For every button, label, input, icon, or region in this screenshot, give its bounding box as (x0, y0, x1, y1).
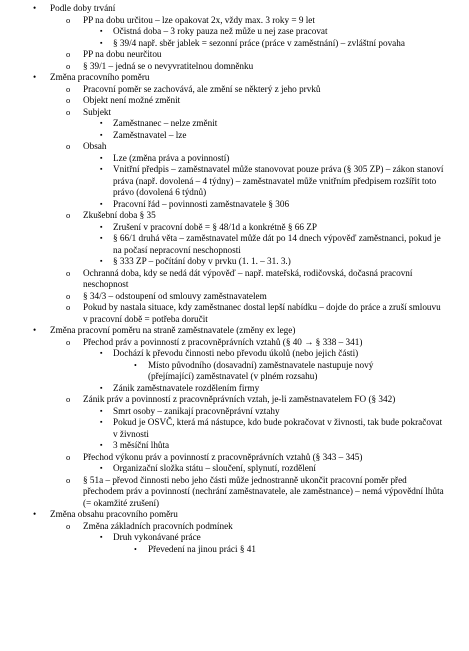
bullet-icon: o (66, 83, 71, 94)
outline-item-level-3 (0, 118, 445, 130)
outline-item-text: Druh vykonávané práce (113, 532, 201, 542)
bullet-icon: ▪ (100, 119, 103, 127)
outline-item-text: § 34/3 – odstoupení od smlouvy zaměstnavatelem (83, 290, 267, 301)
outline-item-text: Organizační složka státu – sloučení, splynutí, rozdělení (113, 463, 316, 473)
outline-item-text: Přechod výkonu práv a povinností z pracovněprávních vztahů (§ 343 – 345) (83, 451, 363, 462)
outline-item-level-3 (0, 26, 445, 38)
outline-item-level-3 (0, 256, 445, 268)
outline-item-text: Vnitřní předpis – zaměstnavatel může stanovovat pouze práva (§ 305 ZP) – zákon stanoví práva (např. dovolená – 4 týdny) – zaměstnavatel může vnitřním předpisem rozšířit toto právo (dovolená 6 týdnů) (113, 164, 444, 197)
outline-item-level-3 (0, 130, 445, 142)
outline-item-level-1 (0, 72, 445, 84)
outline-item-text: Pokud by nastala situace, kdy zaměstnanec dostal lepší nabídku – dojde do práce a zruší smlouvu v pracovní době = potřeba doručit (83, 302, 441, 324)
outline-item-text: § 39/1 – jedná se o nevyvratitelnou domněnku (83, 60, 254, 71)
outline-item-level-3 (0, 440, 445, 452)
bullet-icon: o (66, 14, 71, 25)
outline-item-text: Zánik práv a povinností z pracovněprávních vztah, je-li zaměstnavatelem FO (§ 342) (83, 394, 396, 404)
outline-item-text: § 39/4 např. sběr jablek = sezonní práce (práce v zaměstnání) – zvláštní povaha (113, 37, 405, 48)
outline-item-text: Místo původního (dosavadní) zaměstnavatele nastupuje nový (přejímající) zaměstnavatel (v plném rozsahu) (148, 359, 374, 381)
outline-item-text: Očistná doba – 3 roky pauza než může u nej zase pracovat (113, 26, 328, 36)
outline-item-level-3 (0, 383, 445, 395)
outline-item-level-2 (0, 394, 445, 406)
outline-item-level-4 (0, 544, 416, 556)
outline-item-text: Změna pracovní poměru na straně zaměstnavatele (změny ex lege) (50, 325, 296, 335)
outline-item-text: Pracovní řád – povinnosti zaměstnavatele § 306 (113, 198, 290, 209)
outline-item-level-3 (0, 153, 445, 165)
outline-item-level-2 (0, 141, 445, 153)
bullet-icon: ▪ (100, 199, 103, 208)
outline-item-text: PP na dobu neurčitou (83, 49, 162, 59)
bullet-icon: o (66, 394, 71, 404)
outline-item-text: Smrt osoby – zanikají pracovněprávní vztahy (113, 405, 280, 416)
outline-item-level-2 (0, 210, 445, 222)
bullet-icon: ▪ (100, 533, 103, 541)
outline-item-level-2 (0, 15, 445, 27)
outline-item-text: Změna pracovního poměru (50, 72, 150, 82)
outline-item-text: Pokud je OSVČ, která má nástupce, kdo bude pokračovat v živnosti, tak bude pokračovat v živnosti (113, 417, 443, 439)
bullet-icon: o (66, 106, 71, 117)
bullet-icon: o (66, 520, 71, 531)
outline-item-level-3 (0, 38, 445, 50)
outline-item-level-3 (0, 233, 445, 256)
bullet-icon: ▪ (100, 349, 103, 357)
bullet-icon: o (66, 49, 71, 59)
outline-item-text: Subjekt (83, 106, 112, 117)
outline-item-text: Změna základních pracovních podmínek (83, 520, 233, 531)
bullet-icon: ▪ (100, 406, 103, 415)
outline-item-text: § 66/1 druhá věta – zaměstnavatel může dát po 14 dnech výpověď zaměstnanci, pokud je na počasí nepracovní neschopnosti (113, 233, 441, 255)
outline-item-level-2 (0, 302, 445, 325)
outline-item-text: Objekt není možné změnit (83, 95, 181, 105)
outline-item-level-2 (0, 268, 445, 291)
bullet-icon: • (33, 509, 37, 519)
outline-item-text: 3 měsíční lhůta (113, 440, 170, 450)
outline-item-level-3 (0, 164, 445, 199)
outline-item-text: PP na dobu určitou – lze opakovat 2x, vždy max. 3 roky = 9 let (83, 14, 315, 25)
outline-item-level-2 (0, 84, 445, 96)
bullet-icon: ▪ (100, 222, 103, 231)
outline-item-level-1 (0, 509, 445, 521)
outline-item-level-1 (0, 325, 445, 337)
outline-item-level-2 (0, 337, 445, 349)
outline-item-level-3 (0, 406, 445, 418)
document-outline (0, 3, 469, 555)
outline-item-level-2 (0, 107, 445, 119)
outline-item-text: Lze (změna práva a povinností) (113, 152, 230, 163)
outline-item-level-2 (0, 521, 445, 533)
outline-item-level-4 (0, 360, 416, 383)
bullet-icon: • (134, 360, 137, 370)
bullet-icon: o (66, 210, 71, 220)
outline-item-level-3 (0, 348, 445, 360)
outline-item-text: Zaměstnanec – nelze změnit (113, 118, 218, 128)
bullet-icon: ▪ (100, 441, 103, 449)
outline-item-text: Zaměstnavatel – lze (113, 129, 187, 140)
outline-item-level-2 (0, 61, 445, 73)
bullet-icon: ▪ (100, 153, 103, 162)
outline-item-text: Pracovní poměr se zachovává, ale změní se některý z jeho prvků (83, 83, 321, 94)
outline-item-level-3 (0, 463, 445, 475)
bullet-icon: o (66, 302, 71, 312)
outline-item-level-2 (0, 49, 445, 61)
bullet-icon: ▪ (100, 165, 103, 173)
outline-item-text: Zrušení v pracovní době = § 48/1d a konkrétně § 66 ZP (113, 221, 317, 232)
bullet-icon: • (33, 3, 37, 13)
bullet-icon: o (66, 336, 71, 347)
outline-item-text: Podle doby trvání (50, 3, 116, 13)
outline-item-text: § 51a – převod činnosti nebo jeho části může jednostranně ukončit pracovní poměr před přechodem práv a povinností (nechrání zaměstnavatele, ale zaměstnance) – nemá výpovědní lhůta (= okamžité zrušení) (83, 474, 444, 508)
bullet-icon: o (66, 60, 71, 71)
outline-item-text: Zkušební doba § 35 (83, 210, 156, 220)
bullet-icon: ▪ (100, 464, 103, 472)
outline-item-level-3 (0, 199, 445, 211)
outline-item-text: § 333 ZP – počítání doby v prvku (1. 1. – 31. 3.) (113, 256, 291, 266)
bullet-icon: ▪ (100, 27, 103, 35)
bullet-icon: o (66, 95, 71, 105)
outline-item-level-2 (0, 452, 445, 464)
bullet-icon: ▪ (100, 383, 103, 392)
bullet-icon: ▪ (100, 418, 103, 426)
outline-item-text: Přechod práv a povinností z pracovněprávních vztahů (§ 40 → § 338 – 341) (83, 336, 363, 347)
bullet-icon: • (33, 72, 37, 82)
outline-item-level-3 (0, 532, 445, 544)
outline-item-text: Dochází k převodu činnosti nebo převodu úkolů (nebo jejich části) (113, 348, 359, 358)
bullet-icon: ▪ (100, 38, 103, 47)
bullet-icon: ▪ (100, 130, 103, 139)
bullet-icon: ▪ (100, 234, 103, 242)
bullet-icon: • (134, 544, 137, 554)
bullet-icon: o (66, 141, 71, 151)
outline-item-level-2 (0, 291, 445, 303)
outline-item-level-3 (0, 222, 445, 234)
bullet-icon: o (66, 474, 71, 485)
bullet-icon: o (66, 290, 71, 301)
outline-item-text: Převedení na jinou práci § 41 (148, 543, 256, 554)
outline-item-text: Ochranná doba, kdy se nedá dát výpověď – např. mateřská, rodičovská, dočasná pracovní neschopnost (83, 267, 413, 289)
bullet-icon: • (33, 325, 37, 335)
outline-item-text: Zánik zaměstnavatele rozdělením firmy (113, 382, 260, 393)
outline-item-text: Obsah (83, 141, 107, 151)
outline-item-level-2 (0, 475, 445, 510)
outline-item-level-3 (0, 417, 445, 440)
outline-item-level-1 (0, 3, 445, 15)
bullet-icon: o (66, 267, 71, 278)
outline-item-level-2 (0, 95, 445, 107)
outline-item-text: Změna obsahu pracovního poměru (50, 509, 178, 519)
bullet-icon: ▪ (100, 257, 103, 265)
bullet-icon: o (66, 451, 71, 462)
